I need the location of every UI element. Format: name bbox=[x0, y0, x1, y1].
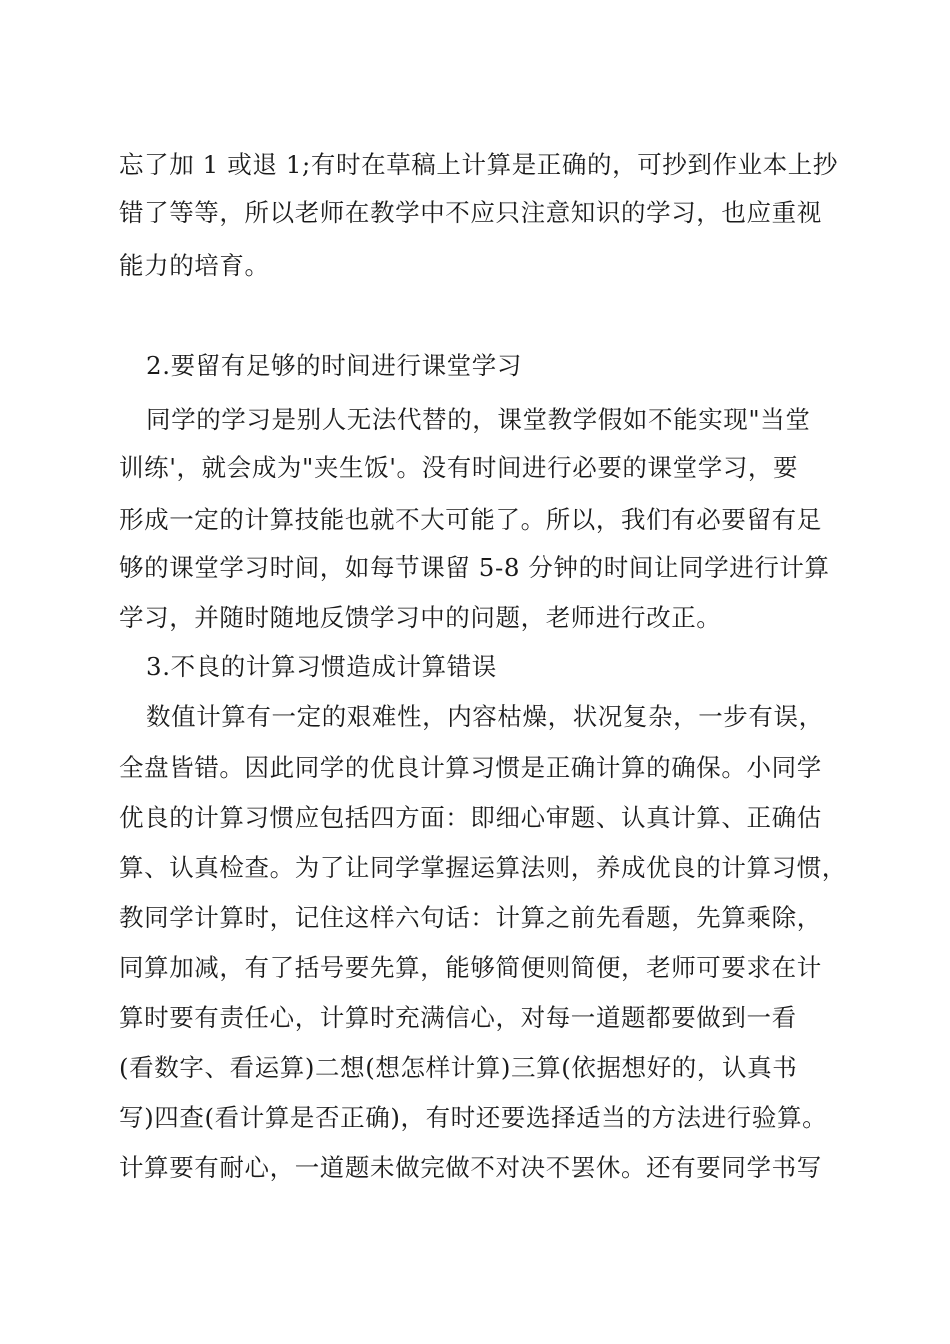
text-line: 算、认真检查。为了让同学掌握运算法则，养成优良的计算习惯， bbox=[119, 853, 847, 882]
text-line: 算时要有责任心，计算时充满信心，对每一道题都要做到一看 bbox=[119, 1003, 797, 1032]
section-heading-2: 2.要留有足够的时间进行课堂学习 bbox=[146, 351, 522, 380]
text-line: 够的课堂学习时间，如每节课留 5-8 分钟的时间让同学进行计算 bbox=[119, 553, 830, 582]
text-line: 能力的培育。 bbox=[119, 251, 270, 280]
text-line: 忘了加 1 或退 1;有时在草稿上计算是正确的，可抄到作业本上抄 bbox=[119, 150, 838, 179]
text-line: (看数字、看运算)二想(想怎样计算)三算(依据想好的，认真书 bbox=[119, 1053, 798, 1082]
text-line: 同算加减，有了括号要先算，能够简便则简便，老师可要求在计 bbox=[119, 953, 822, 982]
text-line: 计算要有耐心，一道题未做完做不对决不罢休。还有要同学书写 bbox=[119, 1153, 822, 1182]
text-line: 学习，并随时随地反馈学习中的问题，老师进行改正。 bbox=[119, 603, 722, 632]
text-line: 训练'，就会成为"夹生饭'。没有时间进行必要的课堂学习，要 bbox=[119, 453, 799, 482]
text-line: 教同学计算时，记住这样六句话：计算之前先看题，先算乘除， bbox=[119, 903, 822, 932]
text-line: 写)四查(看计算是否正确)，有时还要选择适当的方法进行验算。 bbox=[119, 1103, 828, 1132]
section-heading-3: 3.不良的计算习惯造成计算错误 bbox=[146, 652, 497, 681]
text-line: 形成一定的计算技能也就不大可能了。所以，我们有必要留有足 bbox=[119, 505, 822, 534]
text-line: 全盘皆错。因此同学的优良计算习惯是正确计算的确保。小同学 bbox=[119, 753, 822, 782]
text-line: 同学的学习是别人无法代替的，课堂教学假如不能实现"当堂 bbox=[146, 405, 811, 434]
text-line: 优良的计算习惯应包括四方面：即细心审题、认真计算、正确估 bbox=[119, 803, 822, 832]
text-line: 错了等等，所以老师在教学中不应只注意知识的学习，也应重视 bbox=[119, 198, 822, 227]
text-line: 数值计算有一定的艰难性，内容枯燥，状况复杂，一步有误， bbox=[146, 702, 824, 731]
